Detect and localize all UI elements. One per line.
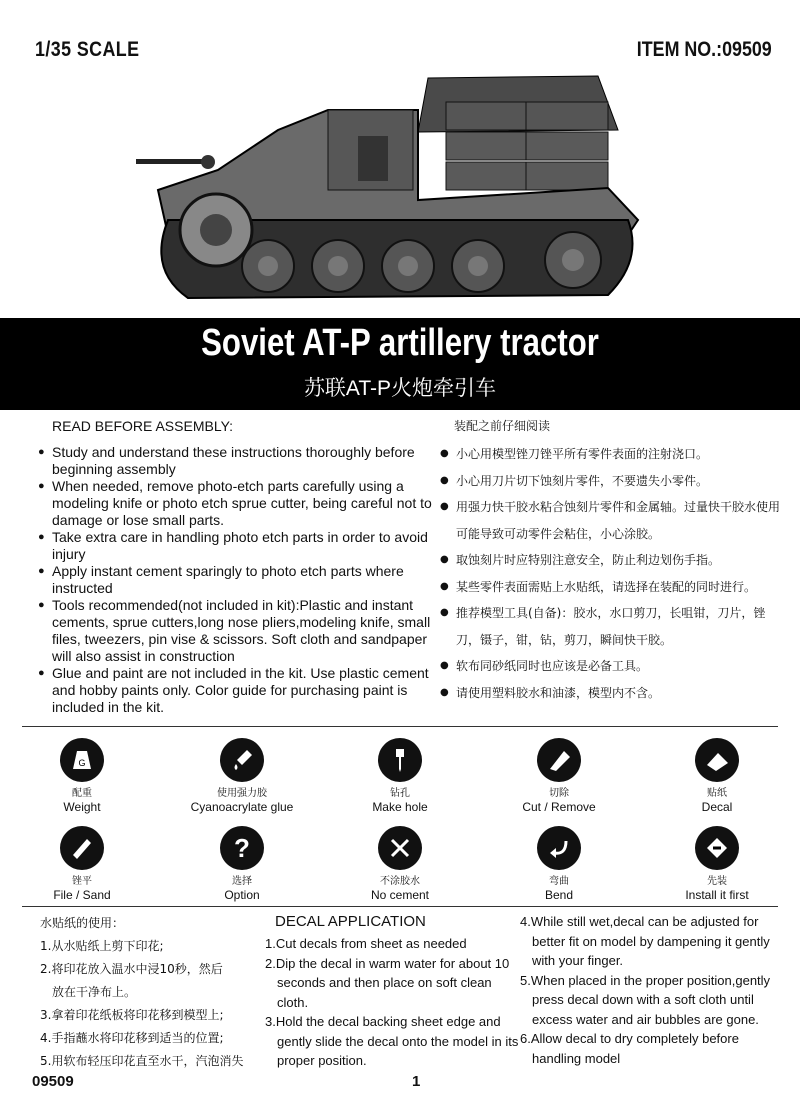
- list-item: ● Take extra care in handling photo etch parts in order to avoid injury: [38, 529, 438, 563]
- weight-icon: [60, 738, 104, 782]
- list-item: ● Tools recommended(not included in kit):Plastic and instant cements, sprue cutters,long nose pliers,modeling knife, small files, tweezers, pin vise & scissors. Soft cloth and sandpaper will also assist in construction: [38, 597, 438, 665]
- decal-instructions-en-2: 4.While still wet,decal can be adjusted for better fit on model by dampening it gently with your finger. 5.When placed in the proper position,gently press decal down with a soft cloth until excess water and air bubbles are gone. 6.Allow decal to dry completely before handling model: [520, 914, 771, 1066]
- legend-no-cement: 不涂胶水 No cement: [325, 826, 475, 902]
- page-title: Soviet AT-P artillery tractor: [201, 322, 599, 364]
- bend-icon: [537, 826, 581, 870]
- legend-install-first: 先装 Install it first: [642, 826, 792, 902]
- list-item: ● When needed, remove photo-etch parts carefully using a modeling knife or photo etch sprue cutter, being careful not to damage or lose small parts.: [38, 478, 438, 529]
- divider: [22, 726, 778, 727]
- legend-glue: 使用强力胶 Cyanoacrylate glue: [167, 738, 317, 814]
- svg-text:G: G: [78, 758, 86, 768]
- list-item: ● Study and understand these instructions thoroughly before beginning assembly: [38, 444, 438, 478]
- glue-icon: [220, 738, 264, 782]
- legend-file: 锉平 File / Sand: [7, 826, 157, 902]
- legend-weight: G 配重 Weight: [7, 738, 157, 814]
- decal-icon: [695, 738, 739, 782]
- list-item: ● Glue and paint are not included in the kit. Use plastic cement and hobby paints only. Color guide for purchasing paint is included in the kit.: [38, 665, 438, 716]
- list-item: ● 请使用塑料胶水和油漆，模型内不含。: [440, 680, 780, 707]
- cut-icon: [537, 738, 581, 782]
- drill-icon: [378, 738, 422, 782]
- no-cement-icon: [378, 826, 422, 870]
- decal-instructions-cn: 水贴纸的使用： 1.从水贴纸上剪下印花; 2.将印花放入温水中浸10秒，然后 放在干净布上。 3.拿着印花纸板将印花移到模型上; 4.手指蘸水将印花移到适当的位置; 5.用软布轻压印花直至水干，汽泡消失: [40, 916, 244, 1068]
- read-before-heading-cn: 装配之前仔细阅读: [454, 419, 551, 433]
- page-number: 1: [412, 1073, 421, 1090]
- decal-heading: DECAL APPLICATION: [275, 913, 426, 930]
- list-item: ● 用强力快干胶水粘合蚀刻片零件和金属轴。过量快干胶水使用可能导致可动零件会粘住，小心涂胶。: [440, 494, 780, 547]
- option-icon: ?: [220, 826, 264, 870]
- read-before-cn: [440, 418, 780, 706]
- legend-bend: 弯曲 Bend: [484, 826, 634, 902]
- footer-item-code: 09509: [32, 1073, 74, 1090]
- item-number: ITEM NO.:09509: [637, 38, 772, 61]
- list-item: ● 小心用刀片切下蚀刻片零件，不要遗失小零件。: [440, 468, 780, 495]
- read-before-heading: READ BEFORE ASSEMBLY:: [52, 418, 234, 434]
- install-first-icon: [695, 826, 739, 870]
- list-item: ● Apply instant cement sparingly to photo etch parts where instructed: [38, 563, 438, 597]
- legend-drill: 钻孔 Make hole: [325, 738, 475, 814]
- tractor-illustration: [128, 70, 668, 310]
- decal-instructions-en: DECAL APPLICATION 1.Cut decals from sheet as needed 2.Dip the decal in warm water for about 10 seconds and then place on soft clean cloth. 3.Hold the decal backing sheet edge and gently slide the decal onto the model in its proper position.: [265, 913, 519, 1068]
- divider: [22, 906, 778, 907]
- page-subtitle-cn: 苏联AT-P火炮牵引车: [303, 377, 497, 400]
- file-icon: [60, 826, 104, 870]
- legend-decal: 贴纸 Decal: [642, 738, 792, 814]
- scale-label: 1/35 SCALE: [35, 38, 140, 61]
- list-item: ● 取蚀刻片时应特别注意安全，防止利边划伤手指。: [440, 547, 780, 574]
- list-item: ● 小心用模型锉刀锉平所有零件表面的注射浇口。: [440, 441, 780, 468]
- list-item: ● 推荐模型工具(自备)：胶水，水口剪刀，长咀钳，刀片，锉刀，镊子，钳，钻，剪刀，瞬间快干胶。: [440, 600, 780, 653]
- read-before-en: [38, 418, 438, 716]
- list-item: ● 软布同砂纸同时也应该是必备工具。: [440, 653, 780, 680]
- list-item: ● 某些零件表面需贴上水贴纸，请选择在装配的同时进行。: [440, 574, 780, 601]
- legend-option: ? 选择 Option: [167, 826, 317, 902]
- legend-cut: 切除 Cut / Remove: [484, 738, 634, 814]
